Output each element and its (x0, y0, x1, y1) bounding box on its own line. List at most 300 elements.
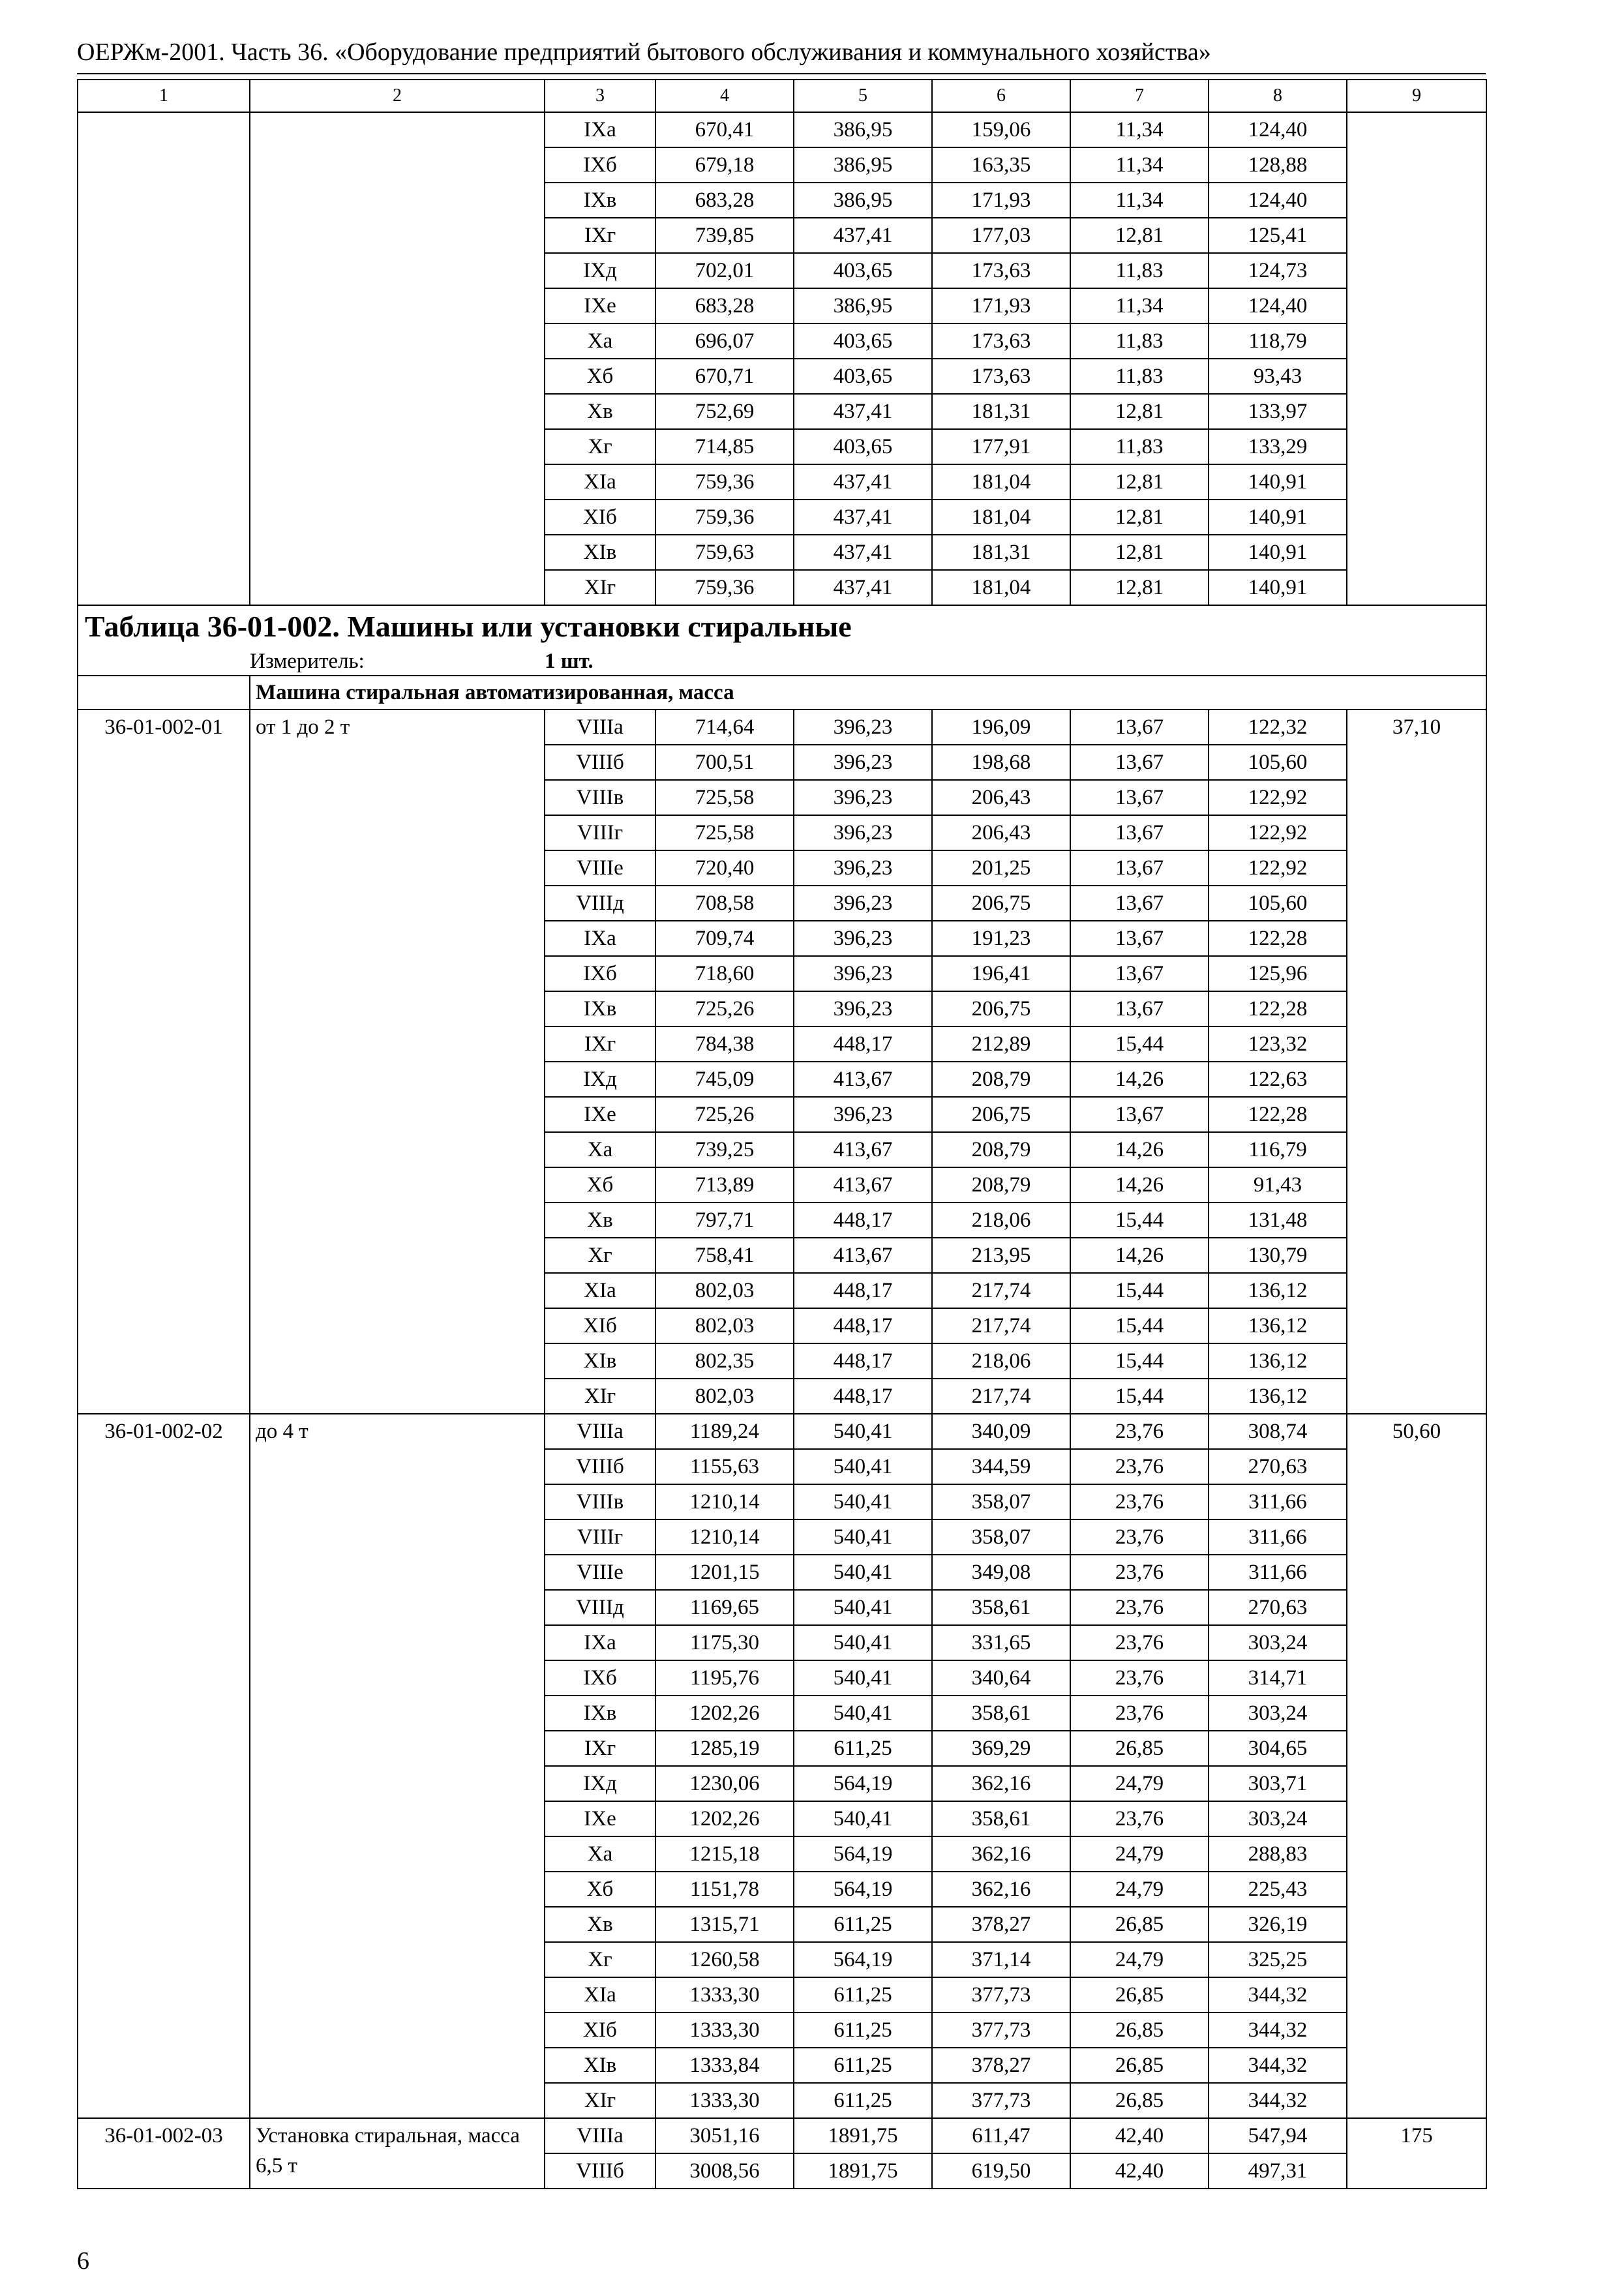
value-cell: 702,01 (655, 253, 794, 288)
value-cell: 437,41 (794, 535, 932, 570)
value-cell: 15,44 (1070, 1379, 1209, 1414)
value-cell: 213,95 (932, 1238, 1070, 1273)
value-cell: 1891,75 (794, 2118, 932, 2153)
value-cell: 362,16 (932, 1872, 1070, 1907)
value-cell: 1333,30 (655, 1977, 794, 2012)
value-cell: 1260,58 (655, 1942, 794, 1977)
value-cell: 564,19 (794, 1872, 932, 1907)
value-cell: 304,65 (1209, 1731, 1347, 1766)
value-cell: 358,07 (932, 1484, 1070, 1519)
value-cell: 196,41 (932, 956, 1070, 991)
region-cell: Xа (545, 1132, 655, 1167)
region-cell: VIIIа (545, 1414, 655, 1449)
value-cell: 564,19 (794, 1942, 932, 1977)
value-cell: 3008,56 (655, 2153, 794, 2189)
value-cell: 23,76 (1070, 1590, 1209, 1625)
value-cell: 386,95 (794, 288, 932, 323)
value-cell: 326,19 (1209, 1907, 1347, 1942)
name-cell (250, 112, 545, 605)
value-cell: 718,60 (655, 956, 794, 991)
value-cell: 720,40 (655, 850, 794, 886)
value-cell: 386,95 (794, 147, 932, 183)
column-number: 7 (1070, 80, 1209, 112)
value-cell: 13,67 (1070, 1097, 1209, 1132)
value-cell: 131,48 (1209, 1203, 1347, 1238)
value-cell: 344,32 (1209, 2012, 1347, 2048)
region-cell: Xб (545, 1872, 655, 1907)
region-cell: VIIIд (545, 886, 655, 921)
value-cell: 413,67 (794, 1132, 932, 1167)
value-cell: 13,67 (1070, 815, 1209, 850)
value-cell: 118,79 (1209, 323, 1347, 359)
value-cell: XIа (545, 464, 655, 500)
value-cell: Xа (545, 323, 655, 359)
value-cell: 1155,63 (655, 1449, 794, 1484)
value-cell: 759,36 (655, 570, 794, 605)
value-cell: 26,85 (1070, 1731, 1209, 1766)
value-cell: 42,40 (1070, 2153, 1209, 2189)
unit-spacer (78, 648, 250, 676)
value-cell: 611,25 (794, 1731, 932, 1766)
value-cell: 217,74 (932, 1308, 1070, 1343)
value-cell: 311,66 (1209, 1555, 1347, 1590)
value-cell: 140,91 (1209, 500, 1347, 535)
value-cell: 377,73 (932, 2012, 1070, 2048)
value-cell: 206,75 (932, 886, 1070, 921)
value-cell: 14,26 (1070, 1132, 1209, 1167)
value-cell: 1169,65 (655, 1590, 794, 1625)
value-cell: 784,38 (655, 1026, 794, 1062)
column-number: 5 (794, 80, 932, 112)
value-cell: 386,95 (794, 112, 932, 147)
value-cell: 208,79 (932, 1132, 1070, 1167)
region-cell: IXг (545, 1731, 655, 1766)
column-number: 1 (78, 80, 250, 112)
region-cell: VIIIб (545, 745, 655, 780)
code-cell (78, 112, 250, 605)
region-cell: IXе (545, 1801, 655, 1836)
value-cell: 1230,06 (655, 1766, 794, 1801)
value-cell: Xг (545, 429, 655, 464)
value-cell: 358,07 (932, 1519, 1070, 1555)
subtitle-row (78, 676, 1486, 710)
value-cell: IXд (545, 253, 655, 288)
value-cell: 173,63 (932, 253, 1070, 288)
region-cell: VIIIв (545, 780, 655, 815)
value-cell: 12,81 (1070, 394, 1209, 429)
value-cell: 619,50 (932, 2153, 1070, 2189)
value-cell: XIв (545, 535, 655, 570)
region-cell: VIIIб (545, 2153, 655, 2189)
value-cell: 1189,24 (655, 1414, 794, 1449)
value-cell: 413,67 (794, 1062, 932, 1097)
region-cell: XIг (545, 1379, 655, 1414)
value-cell: 130,79 (1209, 1238, 1347, 1273)
value-cell: 13,67 (1070, 991, 1209, 1026)
value-cell: 739,85 (655, 218, 794, 253)
value-cell: 26,85 (1070, 2083, 1209, 2118)
region-cell: Xв (545, 1907, 655, 1942)
column-number: 2 (250, 80, 545, 112)
column-number: 6 (932, 80, 1070, 112)
column-number: 8 (1209, 80, 1347, 112)
value-cell: 540,41 (794, 1625, 932, 1660)
value-cell: 611,47 (932, 2118, 1070, 2153)
value-cell: 1333,84 (655, 2048, 794, 2083)
value-cell: 91,43 (1209, 1167, 1347, 1203)
col9-value: 50,60 (1347, 1414, 1486, 2118)
value-cell: 173,63 (932, 323, 1070, 359)
value-cell: 198,68 (932, 745, 1070, 780)
value-cell: 206,75 (932, 991, 1070, 1026)
value-cell: 1151,78 (655, 1872, 794, 1907)
value-cell: 396,23 (794, 710, 932, 745)
value-cell: 448,17 (794, 1308, 932, 1343)
value-cell: 136,12 (1209, 1273, 1347, 1308)
value-cell: 540,41 (794, 1696, 932, 1731)
value-cell: 124,73 (1209, 253, 1347, 288)
value-cell: 24,79 (1070, 1836, 1209, 1872)
value-cell: 396,23 (794, 780, 932, 815)
value-cell: 181,04 (932, 464, 1070, 500)
column-number: 3 (545, 80, 655, 112)
value-cell: 714,85 (655, 429, 794, 464)
value-cell: 700,51 (655, 745, 794, 780)
value-cell: 1333,30 (655, 2083, 794, 2118)
item-name: до 4 т (250, 1414, 545, 2118)
value-cell: 802,03 (655, 1379, 794, 1414)
value-cell: 611,25 (794, 1907, 932, 1942)
value-cell: 122,63 (1209, 1062, 1347, 1097)
value-cell: 611,25 (794, 1977, 932, 2012)
value-cell: 303,24 (1209, 1625, 1347, 1660)
value-cell: 378,27 (932, 2048, 1070, 2083)
value-cell: 23,76 (1070, 1519, 1209, 1555)
value-cell: 122,28 (1209, 1097, 1347, 1132)
value-cell: 122,92 (1209, 850, 1347, 886)
region-cell: IXа (545, 921, 655, 956)
value-cell: IXв (545, 183, 655, 218)
region-cell: Xа (545, 1836, 655, 1872)
value-cell: 14,26 (1070, 1167, 1209, 1203)
col9-value: 37,10 (1347, 710, 1486, 1414)
value-cell: 683,28 (655, 288, 794, 323)
value-cell: 497,31 (1209, 2153, 1347, 2189)
value-cell: 1285,19 (655, 1731, 794, 1766)
unit-value: 1 шт. (545, 648, 1486, 676)
value-cell: 23,76 (1070, 1696, 1209, 1731)
value-cell: 11,34 (1070, 147, 1209, 183)
value-cell: 448,17 (794, 1203, 932, 1238)
value-cell: 540,41 (794, 1555, 932, 1590)
page-number: 6 (77, 2247, 89, 2275)
region-cell: Xг (545, 1942, 655, 1977)
value-cell: 206,75 (932, 1097, 1070, 1132)
item-code: 36-01-002-02 (78, 1414, 250, 2118)
value-cell: 437,41 (794, 394, 932, 429)
value-cell: 26,85 (1070, 2012, 1209, 2048)
value-cell: 218,06 (932, 1343, 1070, 1379)
value-cell: 201,25 (932, 850, 1070, 886)
value-cell: 396,23 (794, 1097, 932, 1132)
value-cell: 303,71 (1209, 1766, 1347, 1801)
value-cell: 437,41 (794, 464, 932, 500)
value-cell: 23,76 (1070, 1625, 1209, 1660)
value-cell: 564,19 (794, 1836, 932, 1872)
value-cell: 133,97 (1209, 394, 1347, 429)
value-cell: 13,67 (1070, 780, 1209, 815)
value-cell: 611,25 (794, 2083, 932, 2118)
value-cell: 206,43 (932, 780, 1070, 815)
value-cell: 564,19 (794, 1766, 932, 1801)
value-cell: 93,43 (1209, 359, 1347, 394)
item-code: 36-01-002-03 (78, 2118, 250, 2189)
value-cell: 437,41 (794, 218, 932, 253)
region-cell: IXв (545, 1696, 655, 1731)
value-cell: Xб (545, 359, 655, 394)
region-cell: XIв (545, 1343, 655, 1379)
value-cell: 15,44 (1070, 1308, 1209, 1343)
value-cell: 128,88 (1209, 147, 1347, 183)
value-cell: 173,63 (932, 359, 1070, 394)
table-row (78, 1414, 1486, 1449)
value-cell: 26,85 (1070, 2048, 1209, 2083)
value-cell: 303,24 (1209, 1801, 1347, 1836)
value-cell: 1315,71 (655, 1907, 794, 1942)
value-cell: 709,74 (655, 921, 794, 956)
value-cell: 11,83 (1070, 359, 1209, 394)
region-cell: Xв (545, 1203, 655, 1238)
region-cell: VIIIг (545, 1519, 655, 1555)
price-table (77, 79, 1487, 2189)
value-cell: 125,96 (1209, 956, 1347, 991)
value-cell: 12,81 (1070, 464, 1209, 500)
region-cell: IXд (545, 1062, 655, 1097)
value-cell: 23,76 (1070, 1660, 1209, 1696)
value-cell: 24,79 (1070, 1766, 1209, 1801)
value-cell: 448,17 (794, 1343, 932, 1379)
value-cell: 1202,26 (655, 1696, 794, 1731)
value-cell: 1210,14 (655, 1519, 794, 1555)
value-cell: 708,58 (655, 886, 794, 921)
value-cell: 181,04 (932, 570, 1070, 605)
region-cell: VIIIе (545, 850, 655, 886)
value-cell: 540,41 (794, 1801, 932, 1836)
value-cell: 759,36 (655, 500, 794, 535)
value-cell: 396,23 (794, 956, 932, 991)
value-cell: 270,63 (1209, 1449, 1347, 1484)
value-cell: 196,09 (932, 710, 1070, 745)
value-cell: 1891,75 (794, 2153, 932, 2189)
value-cell: 413,67 (794, 1167, 932, 1203)
value-cell: 802,03 (655, 1308, 794, 1343)
value-cell: 403,65 (794, 359, 932, 394)
value-cell: 23,76 (1070, 1414, 1209, 1449)
value-cell: 136,12 (1209, 1308, 1347, 1343)
region-cell: IXе (545, 1097, 655, 1132)
value-cell: 802,35 (655, 1343, 794, 1379)
value-cell: 386,95 (794, 183, 932, 218)
region-cell: XIа (545, 1977, 655, 2012)
value-cell: 15,44 (1070, 1203, 1209, 1238)
value-cell: 23,76 (1070, 1801, 1209, 1836)
region-cell: XIг (545, 2083, 655, 2118)
value-cell: 314,71 (1209, 1660, 1347, 1696)
value-cell: 208,79 (932, 1062, 1070, 1097)
table-row (78, 2118, 1486, 2153)
column-number-row (78, 80, 1486, 112)
value-cell: 217,74 (932, 1273, 1070, 1308)
value-cell: 1175,30 (655, 1625, 794, 1660)
region-cell: IXв (545, 991, 655, 1026)
unit-row (78, 648, 1486, 676)
value-cell: 23,76 (1070, 1484, 1209, 1519)
value-cell: 396,23 (794, 815, 932, 850)
value-cell: 181,31 (932, 535, 1070, 570)
value-cell: 11,34 (1070, 112, 1209, 147)
value-cell: IXб (545, 147, 655, 183)
value-cell: 15,44 (1070, 1343, 1209, 1379)
value-cell: 369,29 (932, 1731, 1070, 1766)
region-cell: XIб (545, 1308, 655, 1343)
value-cell: 611,25 (794, 2048, 932, 2083)
value-cell: 802,03 (655, 1273, 794, 1308)
value-cell: 344,32 (1209, 1977, 1347, 2012)
column-number: 4 (655, 80, 794, 112)
value-cell: 12,81 (1070, 218, 1209, 253)
value-cell: IXе (545, 288, 655, 323)
value-cell: 23,76 (1070, 1449, 1209, 1484)
value-cell: 11,34 (1070, 288, 1209, 323)
value-cell: 670,41 (655, 112, 794, 147)
value-cell: 540,41 (794, 1660, 932, 1696)
value-cell: 122,28 (1209, 921, 1347, 956)
col9-cell (1347, 112, 1486, 605)
item-name: от 1 до 2 т (250, 710, 545, 1414)
value-cell: 670,71 (655, 359, 794, 394)
value-cell: 1195,76 (655, 1660, 794, 1696)
col9-value: 175 (1347, 2118, 1486, 2189)
value-cell: IXг (545, 218, 655, 253)
value-cell: 136,12 (1209, 1343, 1347, 1379)
value-cell: 308,74 (1209, 1414, 1347, 1449)
value-cell: 122,92 (1209, 780, 1347, 815)
value-cell: 181,04 (932, 500, 1070, 535)
value-cell: 217,74 (932, 1379, 1070, 1414)
value-cell: 358,61 (932, 1590, 1070, 1625)
value-cell: 413,67 (794, 1238, 932, 1273)
value-cell: 105,60 (1209, 886, 1347, 921)
value-cell: 725,26 (655, 991, 794, 1026)
value-cell: 437,41 (794, 500, 932, 535)
value-cell: 163,35 (932, 147, 1070, 183)
region-cell: VIIIг (545, 815, 655, 850)
value-cell: 13,67 (1070, 745, 1209, 780)
value-cell: 396,23 (794, 850, 932, 886)
value-cell: 191,23 (932, 921, 1070, 956)
value-cell: 725,26 (655, 1097, 794, 1132)
value-cell: 171,93 (932, 288, 1070, 323)
region-cell: IXд (545, 1766, 655, 1801)
value-cell: 11,34 (1070, 183, 1209, 218)
value-cell: 344,32 (1209, 2048, 1347, 2083)
region-cell: XIб (545, 2012, 655, 2048)
value-cell: 13,67 (1070, 886, 1209, 921)
region-cell: VIIIе (545, 1555, 655, 1590)
value-cell: 225,43 (1209, 1872, 1347, 1907)
value-cell: 13,67 (1070, 956, 1209, 991)
value-cell: 725,58 (655, 815, 794, 850)
value-cell: 325,25 (1209, 1942, 1347, 1977)
value-cell: 116,79 (1209, 1132, 1347, 1167)
value-cell: 540,41 (794, 1590, 932, 1625)
value-cell: 140,91 (1209, 570, 1347, 605)
column-number: 9 (1347, 80, 1486, 112)
value-cell: 797,71 (655, 1203, 794, 1238)
region-cell: VIIIа (545, 710, 655, 745)
region-cell: IXб (545, 956, 655, 991)
value-cell: 540,41 (794, 1449, 932, 1484)
value-cell: 340,64 (932, 1660, 1070, 1696)
value-cell: 13,67 (1070, 710, 1209, 745)
value-cell: IXа (545, 112, 655, 147)
value-cell: 679,18 (655, 147, 794, 183)
value-cell: 15,44 (1070, 1026, 1209, 1062)
value-cell: 403,65 (794, 253, 932, 288)
value-cell: 759,63 (655, 535, 794, 570)
value-cell: 1333,30 (655, 2012, 794, 2048)
value-cell: 26,85 (1070, 1977, 1209, 2012)
item-name: Установка стиральная, масса 6,5 т (250, 2118, 545, 2189)
value-cell: 377,73 (932, 2083, 1070, 2118)
table-title-row (78, 605, 1486, 648)
value-cell: 23,76 (1070, 1555, 1209, 1590)
value-cell: 362,16 (932, 1836, 1070, 1872)
value-cell: 378,27 (932, 1907, 1070, 1942)
item-code: 36-01-002-01 (78, 710, 250, 1414)
value-cell: 288,83 (1209, 1836, 1347, 1872)
region-cell: VIIIб (545, 1449, 655, 1484)
value-cell: 311,66 (1209, 1519, 1347, 1555)
value-cell: 206,43 (932, 815, 1070, 850)
value-cell: 1201,15 (655, 1555, 794, 1590)
value-cell: 683,28 (655, 183, 794, 218)
table-title: Таблица 36-01-002. Машины или установки стиральные (78, 605, 1486, 648)
table-row (78, 112, 1486, 147)
value-cell: 181,31 (932, 394, 1070, 429)
value-cell: 358,61 (932, 1696, 1070, 1731)
value-cell: 124,40 (1209, 288, 1347, 323)
value-cell: 448,17 (794, 1026, 932, 1062)
value-cell: 212,89 (932, 1026, 1070, 1062)
value-cell: 125,41 (1209, 218, 1347, 253)
region-cell: VIIIв (545, 1484, 655, 1519)
value-cell: 12,81 (1070, 570, 1209, 605)
value-cell: 547,94 (1209, 2118, 1347, 2153)
value-cell: 24,79 (1070, 1942, 1209, 1977)
value-cell: 177,03 (932, 218, 1070, 253)
value-cell: 140,91 (1209, 535, 1347, 570)
region-cell: IXб (545, 1660, 655, 1696)
value-cell: 696,07 (655, 323, 794, 359)
value-cell: 26,85 (1070, 1907, 1209, 1942)
value-cell: 713,89 (655, 1167, 794, 1203)
value-cell: 344,59 (932, 1449, 1070, 1484)
value-cell: 13,67 (1070, 921, 1209, 956)
value-cell: 13,67 (1070, 850, 1209, 886)
region-cell: XIв (545, 2048, 655, 2083)
value-cell: 122,28 (1209, 991, 1347, 1026)
